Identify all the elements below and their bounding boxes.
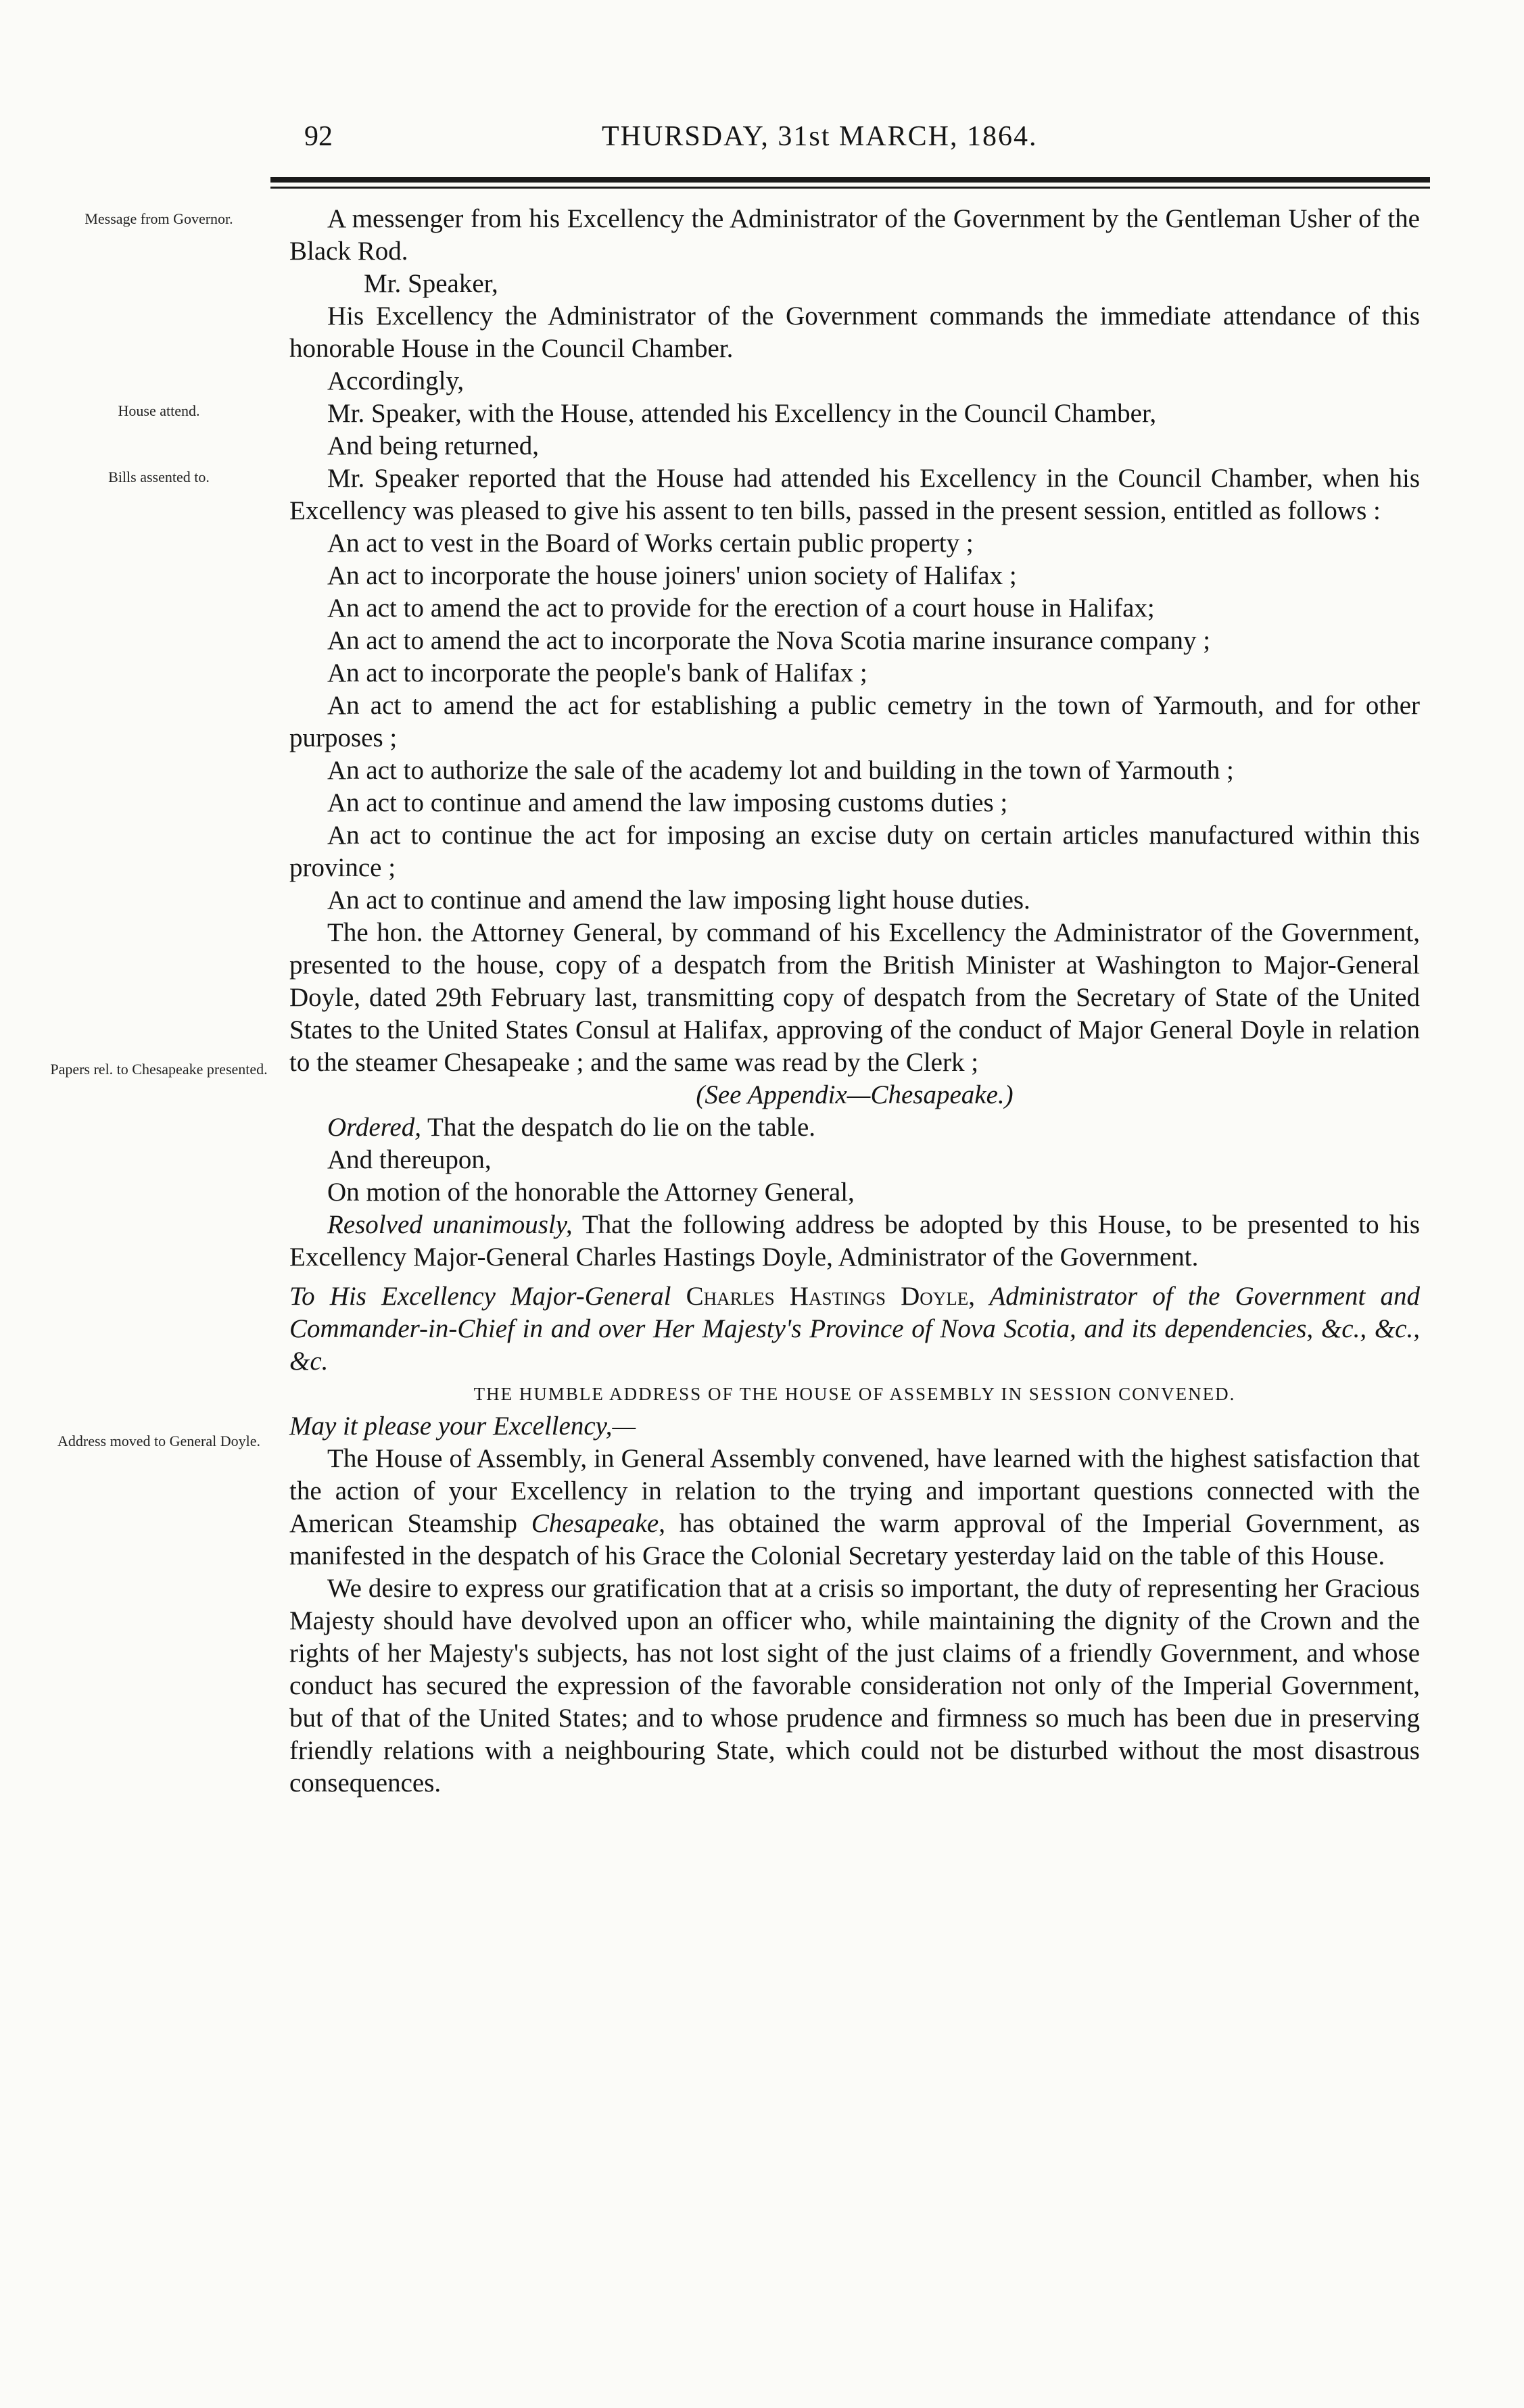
- header-rule-thick: [270, 177, 1430, 183]
- running-title: THURSDAY, 31st MARCH, 1864.: [602, 121, 1038, 152]
- paragraph-messenger: A messenger from his Excellency the Administrator of the Government by the Gentleman Usher of the Black Rod.: [289, 204, 1420, 266]
- margin-note-papers-chesapeake: Papers rel. to Chesapeake presented.: [50, 1061, 268, 1078]
- margin-note-address-moved: Address moved to General Doyle.: [57, 1432, 260, 1449]
- bill-item: An act to continue the act for imposing an excise duty on certain articles manufactured within this province ;: [289, 821, 1420, 882]
- bill-item: An act to continue and amend the law imposing customs duties ;: [327, 788, 1008, 817]
- bill-item: An act to amend the act for establishing a public cemetry in the town of Yarmouth, and for other purposes ;: [289, 691, 1420, 752]
- paragraph-mr-speaker: Mr. Speaker,: [364, 269, 498, 298]
- see-appendix: (See Appendix—Chesapeake.): [696, 1080, 1014, 1109]
- page-number: 92: [304, 121, 333, 152]
- address-addressee: To His Excellency Major-General Charles Hastings Doyle, Administrator of the Government and Commander-in-Chief in and over Her Majesty's Province of Nova Scotia, and its dependencies, &c., &c., &c.: [289, 1282, 1421, 1376]
- bill-item: An act to amend the act to incorporate the Nova Scotia marine insurance company ;: [327, 626, 1211, 655]
- paragraph-motion: On motion of the honorable the Attorney General,: [327, 1178, 855, 1207]
- bill-item: An act to incorporate the people's bank of Halifax ;: [327, 658, 867, 688]
- header-rule-thin: [270, 187, 1430, 189]
- page-header: [284, 120, 1433, 161]
- paragraph-resolved: Resolved unanimously, That the following address be adopted by this House, to be presented to his Excellency Major-General Charles Hastings Doyle, Administrator of the Government.: [289, 1210, 1421, 1272]
- address-paragraph-2: We desire to express our gratification that at a crisis so important, the duty of representing her Gracious Majesty should have devolved upon an officer who, while maintaining the dignity of the Crown and the rights of her Majesty's subjects, has not lost sight of the just claims of a friendly Government, and whose conduct has secured the expression of the favorable consideration not only of the Imperial Government, but of that of the United States; and to whose prudence and firmness so much has been due in preserving friendly relations with a neighbouring State, which could not be disturbed without the most disastrous consequences.: [289, 1574, 1420, 1798]
- margin-note-bills-assented: Bills assented to.: [108, 468, 210, 485]
- bill-item: An act to continue and amend the law imposing light house duties.: [327, 886, 1030, 915]
- address-paragraph-1: The House of Assembly, in General Assembly convened, have learned with the highest satisfaction that the action of your Excellency in relation to the trying and important questions connected with the American Steamship Chesapeake, has obtained the warm approval of the Imperial Government, as manifested in the despatch of his Grace the Colonial Secretary yesterday laid on the table of this House.: [289, 1444, 1421, 1570]
- paragraph-being-returned: And being returned,: [327, 431, 539, 460]
- paragraph-attorney-general-despatch: The hon. the Attorney General, by command of his Excellency the Administrator of the Government, presented to the house, copy of a despatch from the British Minister at Washington to Major-General Doyle, dated 29th February last, transmitting copy of despatch from the Secretary of State of the United States to the United States Consul at Halifax, approving of the conduct of Major General Doyle in relation to the steamer Chesapeake ; and the same was read by the Clerk ;: [289, 918, 1420, 1077]
- bill-item: An act to authorize the sale of the academy lot and building in the town of Yarmouth ;: [327, 756, 1234, 785]
- margin-note-house-attend: House attend.: [118, 402, 200, 419]
- bill-item: An act to vest in the Board of Works certain public property ;: [327, 529, 974, 558]
- salutation: May it please your Excellency,—: [289, 1412, 636, 1441]
- paragraph-ordered: Ordered, That the despatch do lie on the table.: [327, 1113, 816, 1142]
- body-text: [289, 203, 1420, 1800]
- paragraph-commands-attendance: His Excellency the Administrator of the Government commands the immediate attendance of this honorable House in the Council Chamber.: [289, 302, 1420, 363]
- bill-item: An act to incorporate the house joiners' union society of Halifax ;: [327, 561, 1017, 590]
- address-heading: THE HUMBLE ADDRESS OF THE HOUSE OF ASSEMBLY IN SESSION CONVENED.: [473, 1384, 1236, 1404]
- paragraph-accordingly: Accordingly,: [327, 366, 465, 395]
- paragraph-thereupon: And thereupon,: [327, 1145, 492, 1174]
- bill-item: An act to amend the act to provide for the erection of a court house in Halifax;: [327, 594, 1155, 623]
- margin-note-message: Message from Governor.: [85, 210, 233, 227]
- paragraph-house-attended: Mr. Speaker, with the House, attended his Excellency in the Council Chamber,: [327, 399, 1157, 428]
- paragraph-speaker-reported: Mr. Speaker reported that the House had attended his Excellency in the Council Chamber, when his Excellency was pleased to give his assent to ten bills, passed in the present session, entitled as follows :: [289, 464, 1420, 525]
